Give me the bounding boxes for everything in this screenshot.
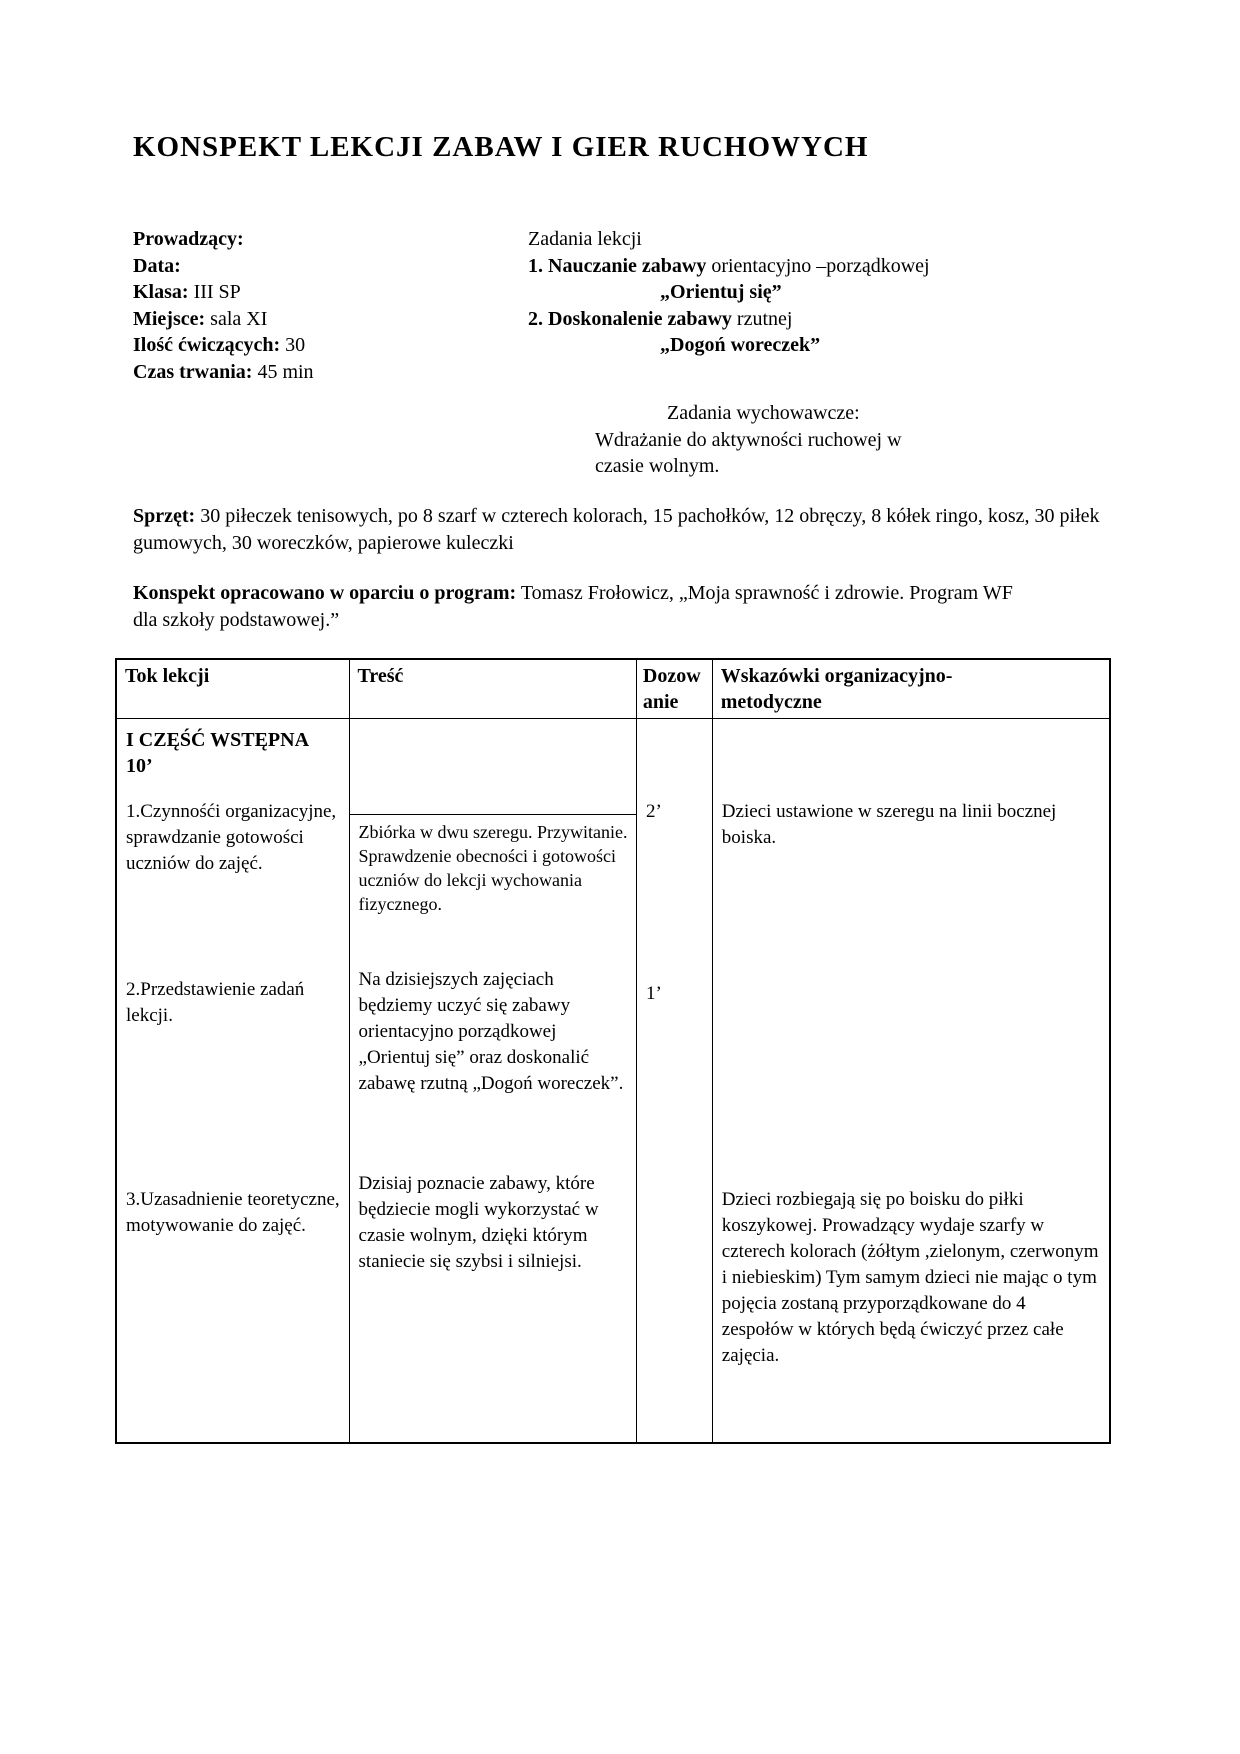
section-title: I CZĘŚĆ WSTĘPNA: [126, 729, 310, 751]
tresc-paragraph: Na dzisiejszych zajęciach będziemy uczyć się zabawy orientacyjno porządkowej „Orientuj się” oraz doskonalić zabawę rzutną „Dogoń woreczek”.: [358, 969, 624, 1094]
cell-wskazowki: [713, 719, 1109, 1442]
info-row-klasa: [133, 279, 314, 306]
tok-item: 2.Przedstawienie zadań lekcji.: [126, 979, 305, 1026]
educational-tasks-block: [595, 400, 902, 480]
info-row-data: [133, 253, 314, 280]
info-value: 45 min: [257, 360, 314, 383]
educational-tasks-heading: Zadania wychowawcze:: [667, 402, 860, 424]
task-item-1-title: 1. Nauczanie zabawy: [528, 254, 707, 277]
table-header-tok-lekcji: Tok lekcji: [117, 660, 350, 718]
tok-item: 1.Czynnośći organizacyjne, sprawdzanie gotowości uczniów do zajęć.: [126, 801, 337, 874]
dozowanie-value: 1’: [645, 983, 662, 1004]
educational-tasks-line: Wdrażanie do aktywności ruchowej w: [595, 428, 902, 451]
section-heading: [126, 727, 341, 779]
program-label: Konspekt opracowano w oparciu o program:: [133, 582, 517, 604]
info-value: III SP: [193, 281, 241, 303]
info-label: Prowadzący:: [133, 228, 244, 250]
section-duration: 10’: [126, 755, 153, 777]
cell-tok-lekcji: [117, 719, 350, 1442]
cell-tresc: [350, 719, 637, 1442]
table-body-row: [117, 719, 1109, 1442]
cell-divider-line: [350, 814, 636, 815]
equipment-label: Sprzęt:: [133, 505, 196, 527]
task-item-2: [528, 306, 1108, 333]
task-item-2-title: 2. Doskonalenie zabawy: [528, 307, 732, 330]
task-item-1-rest: orientacyjno –porządkowej: [711, 254, 930, 277]
wskazowki-paragraph: Dzieci ustawione w szeregu na linii bocznej boiska.: [721, 801, 1057, 848]
tok-item: 3.Uzasadnienie teoretyczne, motywowanie do zajęć.: [126, 1189, 340, 1236]
equipment-text: 30 piłeczek tenisowych, po 8 szarf w czterech kolorach, 15 pachołków, 12 obręczy, 8 kółek ringo, kosz, 30 piłek gumowych, 30 woreczków, papierowe kuleczki: [133, 505, 1100, 554]
lesson-tasks-block: [528, 226, 1108, 359]
info-row-czas: [133, 359, 314, 386]
task-item-1: [528, 253, 1108, 280]
program-text: Tomasz Frołowicz, „Moja sprawność i zdrowie. Program WF dla szkoły podstawowej.”: [133, 582, 1013, 631]
task-item-2-rest: rzutnej: [736, 307, 793, 330]
program-paragraph: [133, 580, 1033, 634]
equipment-paragraph: [133, 503, 1105, 557]
task-item-1-game-name: „Orientuj się”: [660, 281, 782, 303]
tresc-paragraph: Zbiórka w dwu szeregu. Przywitanie. Sprawdzenie obecności i gotowości uczniów do lekcji wychowania fizycznego.: [358, 822, 628, 914]
table-header-row: [117, 660, 1109, 719]
info-label: Czas trwania:: [133, 360, 253, 383]
task-item-2-game-name: „Dogoń woreczek”: [660, 334, 821, 356]
table-header-tresc: Treść: [350, 660, 637, 718]
table-header-dozowanie: Dozow anie: [637, 660, 713, 718]
lesson-info-block: [133, 226, 314, 385]
tasks-heading: Zadania lekcji: [528, 228, 642, 250]
page-title: KONSPEKT LEKCJI ZABAW I GIER RUCHOWYCH: [133, 131, 869, 163]
info-row-miejsce: [133, 306, 314, 333]
dozowanie-value: 2’: [645, 801, 662, 822]
info-row-prowadzacy: [133, 226, 314, 253]
wskazowki-paragraph: Dzieci rozbiegają się po boisku do piłki koszykowej. Prowadzący wydaje szarfy w czterech kolorach (żółtym ,zielonym, czerwonym i niebieskim) Tym samym dzieci nie mając o tym pojęcia zostaną przyporządkowane do 4 zespołów w których będą ćwiczyć przez całe zajęcia.: [721, 1189, 1099, 1366]
info-label: Klasa:: [133, 281, 189, 303]
info-value: 30: [285, 334, 306, 356]
educational-tasks-line: czasie wolnym.: [595, 455, 720, 477]
info-label: Ilość ćwiczących:: [133, 334, 281, 356]
tresc-paragraph: Dzisiaj poznacie zabawy, które będziecie mogli wykorzystać w czasie wolnym, dzięki którym staniecie się szybsi i silniejsi.: [358, 1173, 599, 1272]
info-row-ilosc: [133, 332, 314, 359]
info-label: Miejsce:: [133, 307, 206, 330]
info-value: sala XI: [210, 307, 268, 330]
table-header-wskazowki: Wskazówki organizacyjno-metodyczne: [720, 665, 953, 713]
info-label: Data:: [133, 254, 181, 277]
lesson-plan-table: [115, 658, 1111, 1444]
cell-dozowanie: [637, 719, 713, 1442]
